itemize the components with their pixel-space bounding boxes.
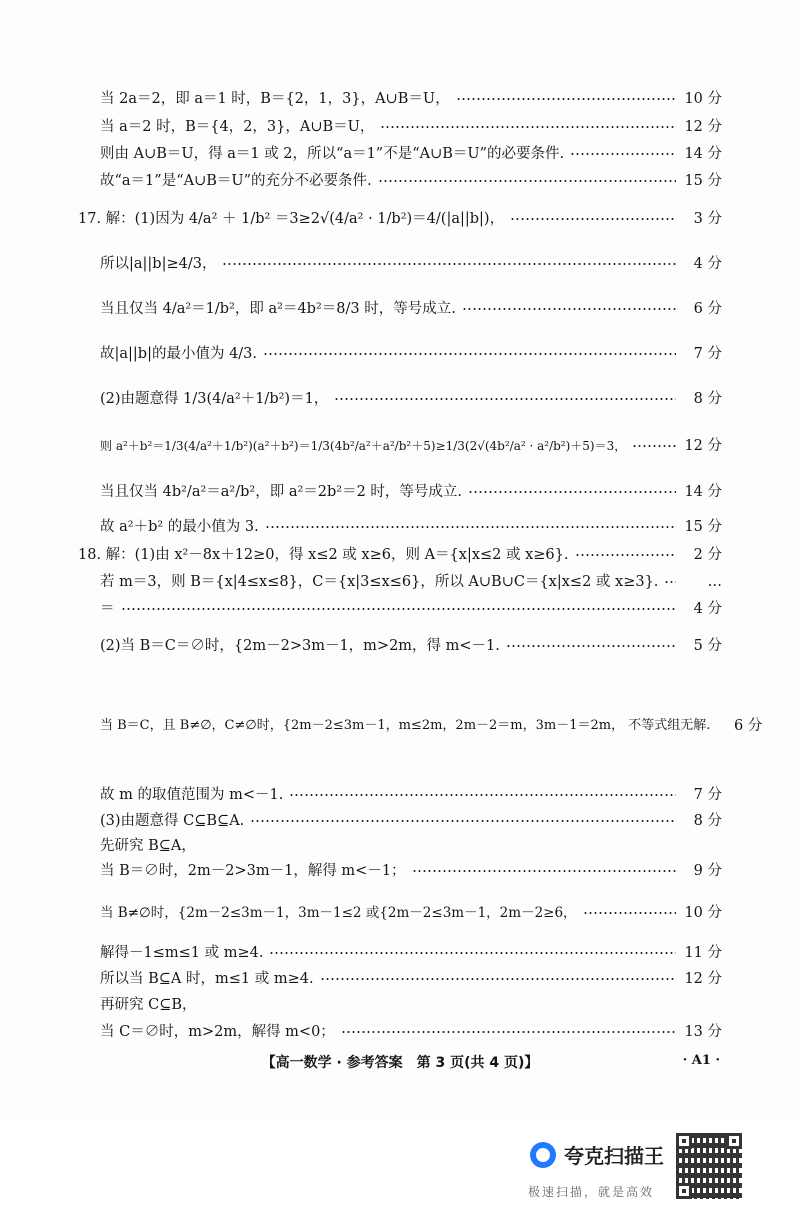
line-text: (2)由题意得 1/3(4/a²＋1/b²)＝1，: [100, 391, 329, 407]
qr-finder-icon: [726, 1133, 742, 1149]
footer-mark: · A1 ·: [682, 1053, 720, 1068]
solution-line: [100, 300, 722, 318]
solution-line: [100, 786, 722, 804]
score-label: 15 分: [684, 519, 722, 535]
leader-dots: [632, 445, 676, 447]
line-text: (3)由题意得 C⊆B⊆A.: [100, 813, 245, 829]
leader-dots: [456, 98, 676, 100]
leader-dots: [506, 645, 676, 647]
line-text: 当 C＝∅时，m>2m，解得 m<0；: [100, 1024, 335, 1040]
score-label: …: [707, 574, 722, 590]
score-label: 13 分: [684, 1024, 722, 1040]
solution-line: [100, 255, 722, 273]
solution-line: [100, 970, 722, 988]
line-text: 故|a||b|的最小值为 4/3.: [100, 346, 258, 362]
line-text: 当 B＝C，且 B≠∅，C≠∅时，{2m－2≤3m－1，m≤2m，2m－2＝m，3m－1＝2m， 不等式组无解.: [100, 718, 711, 733]
qr-finder-icon: [676, 1183, 692, 1199]
leader-dots: [468, 491, 676, 493]
qr-code-icon: [676, 1133, 742, 1199]
solution-line: [100, 944, 722, 962]
question-18-line: [78, 546, 722, 564]
leader-dots: [664, 581, 676, 583]
score-label: 8 分: [693, 391, 722, 407]
leader-dots: [289, 794, 676, 796]
score-label: 15 分: [684, 173, 722, 189]
line-text: 所以当 B⊆A 时，m≤1 或 m≥4.: [100, 971, 314, 987]
score-label: 12 分: [684, 119, 722, 135]
score-label: 14 分: [684, 484, 722, 500]
line-text: 解得－1≤m≤1 或 m≥4.: [100, 945, 264, 961]
line-text: 17. 解：(1)因为 4/a² ＋ 1/b² ＝3≥2√(4/a² · 1/b²)＝4/(|a||b|)，: [78, 211, 505, 227]
line-text: 当 a＝2 时，B＝{4，2，3}，A∪B＝U，: [100, 119, 375, 135]
leader-dots: [250, 820, 676, 822]
solution-line: [100, 812, 722, 830]
score-label: 2 分: [693, 547, 722, 563]
solution-line: [100, 837, 722, 855]
leader-dots: [222, 263, 676, 265]
score-label: 7 分: [693, 346, 722, 362]
score-label: 10 分: [684, 905, 722, 921]
solution-line: [100, 345, 722, 363]
solution-line: [100, 904, 722, 922]
leader-dots: [575, 554, 677, 556]
line-text: 故 a²＋b² 的最小值为 3.: [100, 519, 259, 535]
line-text: 再研究 C⊆B，: [100, 997, 197, 1013]
solution-line: [100, 518, 722, 536]
page-footer: 【高一数学 · 参考答案 第 3 页(共 4 页)】: [261, 1055, 539, 1071]
solution-line: [100, 637, 722, 655]
solution-line: [100, 996, 722, 1014]
score-label: 6 分: [693, 301, 722, 317]
leader-dots: [412, 870, 676, 872]
leader-dots: [265, 526, 676, 528]
leader-dots: [462, 308, 676, 310]
line-text: ＝: [100, 601, 115, 617]
line-text: 先研究 B⊆A，: [100, 838, 196, 854]
line-text: 当 B＝∅时，2m－2>3m－1，解得 m<－1；: [100, 863, 406, 879]
line-text: 18. 解：(1)由 x²－8x＋12≥0，得 x≤2 或 x≥6，则 A＝{x|x≤2 或 x≥6}.: [78, 547, 569, 563]
score-label: 12 分: [684, 438, 722, 454]
score-label: 5 分: [693, 638, 722, 654]
solution-line: [100, 862, 722, 880]
line-text: 当且仅当 4b²/a²＝a²/b²，即 a²＝2b²＝2 时，等号成立.: [100, 484, 463, 500]
solution-line: [100, 437, 722, 455]
leader-dots: [570, 153, 676, 155]
score-label: 11 分: [684, 945, 722, 961]
line-text: 当 2a＝2，即 a＝1 时，B＝{2，1，3}，A∪B＝U，: [100, 91, 450, 107]
leader-dots: [583, 912, 676, 914]
solution-line: [100, 172, 722, 190]
leader-dots: [263, 353, 676, 355]
solution-line: [100, 483, 722, 501]
leader-dots: [121, 608, 677, 610]
line-text: 当 B≠∅时，{2m－2≤3m－1，3m－1≤2 或{2m－2≤3m－1，2m－2≥6，: [100, 905, 577, 921]
score-label: 8 分: [693, 813, 722, 829]
score-label: 4 分: [693, 256, 722, 272]
scanner-logo-icon: [530, 1142, 556, 1168]
leader-dots: [378, 180, 676, 182]
scanner-tagline: 极速扫描，就是高效: [528, 1185, 655, 1199]
solution-line: [100, 90, 722, 108]
line-text: 若 m＝3，则 B＝{x|4≤x≤8}，C＝{x|3≤x≤6}，所以 A∪B∪C＝{x|x≤2 或 x≥3}.: [100, 574, 659, 590]
solution-line: [100, 600, 722, 618]
solution-line: [100, 717, 763, 735]
score-label: 12 分: [684, 971, 722, 987]
solution-line: [100, 1023, 722, 1041]
leader-dots: [380, 126, 676, 128]
scanner-brand-name: 夸克扫描王: [564, 1144, 664, 1168]
scanner-brand: [530, 1140, 664, 1169]
score-label: 9 分: [693, 863, 722, 879]
solution-line: [100, 390, 722, 408]
qr-finder-icon: [676, 1133, 692, 1149]
score-label: 14 分: [684, 146, 722, 162]
line-text: 当且仅当 4/a²＝1/b²，即 a²＝4b²＝8/3 时，等号成立.: [100, 301, 456, 317]
score-label: 4 分: [693, 601, 722, 617]
line-text: 故 m 的取值范围为 m<－1.: [100, 787, 284, 803]
solution-line: [100, 145, 722, 163]
solution-line: [100, 118, 722, 136]
leader-dots: [341, 1031, 676, 1033]
leader-dots: [334, 398, 676, 400]
line-text: 则由 A∪B＝U，得 a＝1 或 2，所以“a＝1”不是“A∪B＝U”的必要条件.: [100, 146, 565, 162]
leader-dots: [269, 952, 676, 954]
score-label: 3 分: [693, 211, 722, 227]
score-label: 7 分: [693, 787, 722, 803]
question-17-line: [78, 210, 722, 228]
line-text: 所以|a||b|≥4/3，: [100, 256, 217, 272]
score-label: 10 分: [684, 91, 722, 107]
leader-dots: [320, 978, 676, 980]
line-text: (2)当 B＝C＝∅时，{2m－2>3m－1，m>2m，得 m<－1.: [100, 638, 500, 654]
line-text: 则 a²＋b²＝1/3(4/a²＋1/b²)(a²＋b²)＝1/3(4b²/a²＋a²/b²＋5)≥1/3(2√(4b²/a² · a²/b²)＋5)＝3，: [100, 439, 627, 453]
leader-dots: [510, 218, 676, 220]
solution-line: [100, 573, 722, 591]
line-text: 故“a＝1”是“A∪B＝U”的充分不必要条件.: [100, 173, 372, 189]
score-label: 6 分: [734, 718, 763, 734]
